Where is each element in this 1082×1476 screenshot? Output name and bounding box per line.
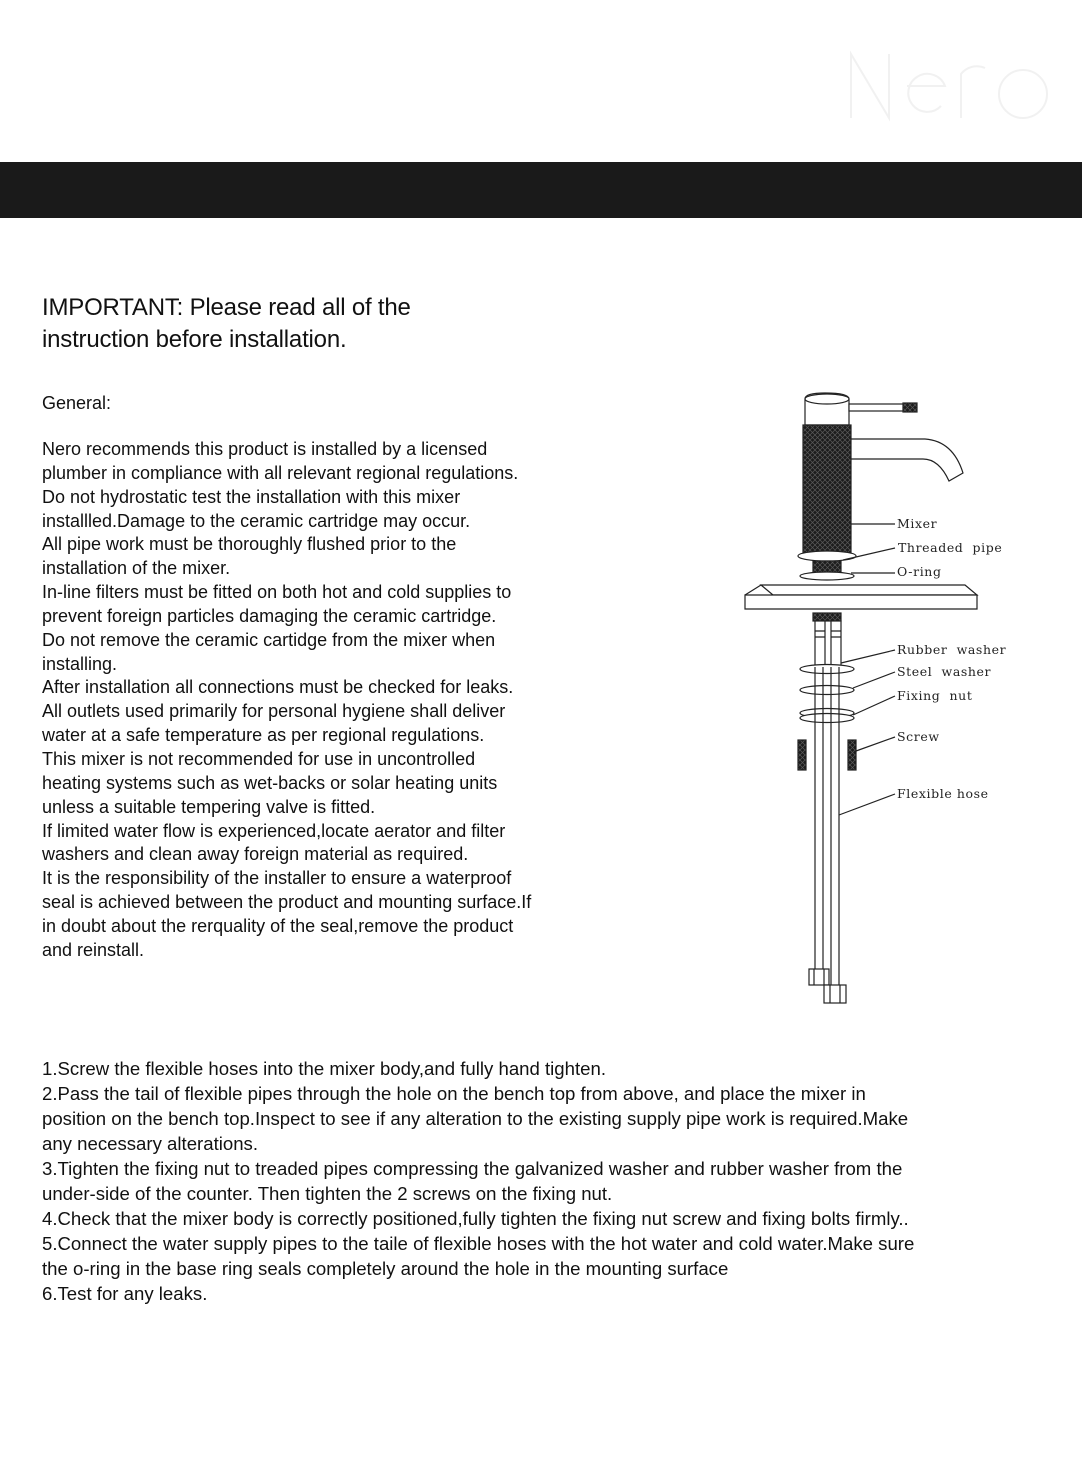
label-rubber-washer: Rubber washer [897, 642, 1007, 657]
step-line: position on the bench top.Inspect to see if any alteration to the existing supply pipe work is required.Make [42, 1108, 909, 1129]
title-line: instruction before installation. [42, 326, 347, 353]
step-line: any necessary alterations. [42, 1133, 259, 1154]
general-line: prevent foreign particles damaging the ceramic cartridge. [42, 605, 497, 626]
step-line: 6.Test for any leaks. [42, 1283, 208, 1304]
header-band [0, 162, 1082, 218]
step-line: the o-ring in the base ring seals completely around the hole in the mounting surface [42, 1258, 729, 1279]
general-line: All pipe work must be thoroughly flushed prior to the [42, 534, 457, 555]
general-heading: General: [42, 393, 112, 413]
steel-washer [800, 686, 854, 695]
step-line: 4.Check that the mixer body is correctly positioned,fully tighten the fixing nut screw and fixing bolts firmly.. [42, 1208, 909, 1229]
rubber-washer [800, 665, 854, 674]
step-line: under-side of the counter. Then tighten the 2 screws on the fixing nut. [42, 1183, 613, 1204]
fixing-nut [800, 709, 854, 723]
step-line: 1.Screw the flexible hoses into the mixer body,and fully hand tighten. [42, 1058, 606, 1079]
general-line: seal is achieved between the product and mounting surface.If [42, 892, 532, 913]
label-fixing-nut: Fixing nut [897, 688, 973, 703]
page-title [42, 292, 562, 356]
label-threaded-pipe: Threaded pipe [898, 540, 1003, 555]
general-line: heating systems such as wet-backs or solar heating units [42, 772, 498, 793]
label-mixer: Mixer [897, 516, 938, 531]
general-line: unless a suitable tempering valve is fitted. [42, 796, 376, 817]
step-line: 3.Tighten the fixing nut to treaded pipes compressing the galvanized washer and rubber washer from the [42, 1158, 903, 1179]
general-line: installation of the mixer. [42, 558, 231, 579]
installation-diagram [735, 385, 1025, 1015]
bench-top [745, 585, 977, 609]
step-line: 2.Pass the tail of flexible pipes through the hole on the bench top from above, and place the mixer in [42, 1083, 866, 1104]
spout [851, 439, 963, 481]
general-line: If limited water flow is experienced,locate aerator and filter [42, 820, 506, 841]
general-line: Do not remove the ceramic cartidge from the mixer when [42, 629, 496, 650]
general-line: installing. [42, 653, 118, 674]
general-line: water at a safe temperature as per regional regulations. [42, 725, 485, 746]
hose-tails [815, 621, 841, 667]
general-line: Do not hydrostatic test the installation with this mixer [42, 486, 461, 507]
mixer-cap [805, 393, 849, 425]
nero-logo-watermark [845, 44, 1055, 124]
installation-steps [42, 1056, 1042, 1306]
label-screw: Screw [897, 729, 940, 744]
label-flexible-hose: Flexible hose [897, 786, 989, 801]
general-line: installled.Damage to the ceramic cartridge may occur. [42, 510, 471, 531]
screw-right [848, 740, 856, 770]
general-line: All outlets used primarily for personal hygiene shall deliver [42, 701, 506, 722]
general-line: This mixer is not recommended for use in uncontrolled [42, 748, 476, 769]
label-steel-washer: Steel washer [897, 664, 992, 679]
general-instructions [42, 438, 602, 963]
general-line: in doubt about the rerquality of the seal,remove the product [42, 915, 514, 936]
general-line: Nero recommends this product is installed by a licensed [42, 439, 488, 459]
general-line: plumber in compliance with all relevant regional regulations. [42, 462, 519, 483]
step-line: 5.Connect the water supply pipes to the taile of flexible hoses with the hot water and cold water.Make sure [42, 1233, 915, 1254]
general-line: After installation all connections must be checked for leaks. [42, 677, 514, 698]
general-line: It is the responsibility of the installer to ensure a waterproof [42, 868, 512, 889]
title-line: IMPORTANT: Please read all of the [42, 294, 411, 321]
label-o-ring: O-ring [897, 564, 942, 579]
screw-left [798, 740, 806, 770]
general-line: In-line filters must be fitted on both hot and cold supplies to [42, 582, 512, 603]
general-line: washers and clean away foreign material as required. [42, 844, 469, 865]
mixer-body [803, 425, 851, 553]
lever-handle [849, 403, 917, 412]
general-line: and reinstall. [42, 939, 145, 960]
base-ring [800, 572, 854, 580]
